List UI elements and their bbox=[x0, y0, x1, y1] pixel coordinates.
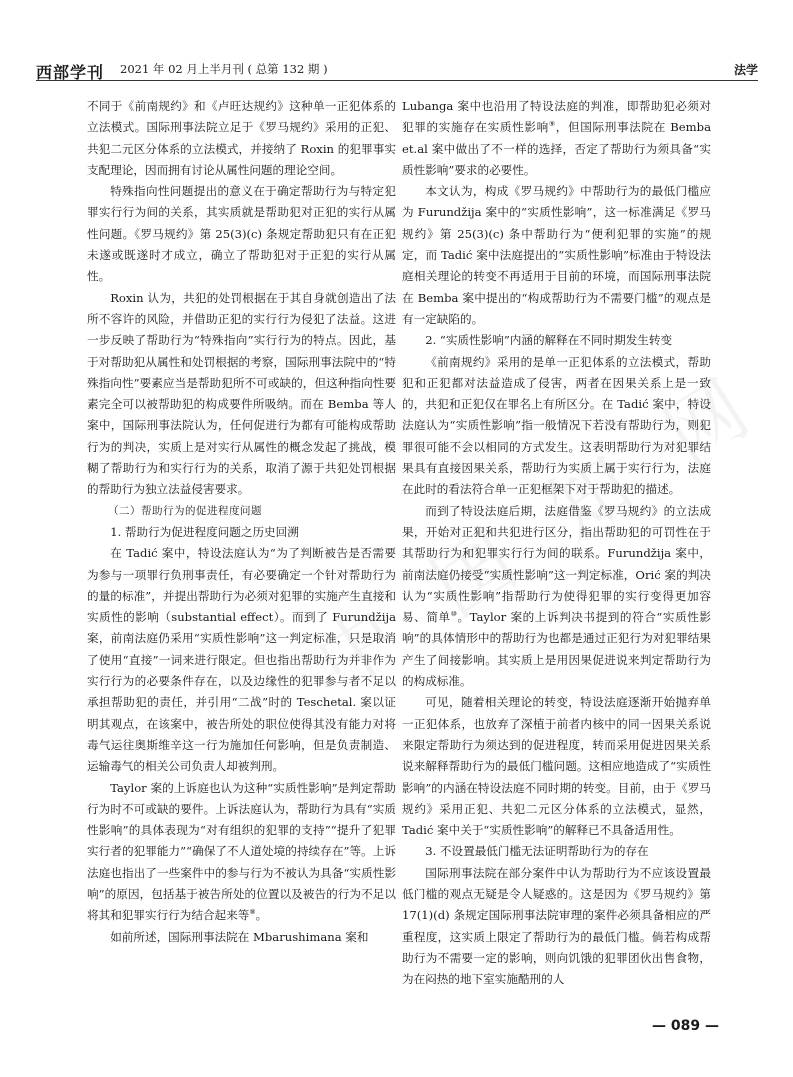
paragraph-text: Roxin 认为，共犯的处罚根据在于其自身就创造出了法所不容许的风险，并借助正犯的实行行为侵犯了法益。这进一步反映了帮助行为“特殊指向”实行行为的特点。因此，基于对帮助犯从属性和处罚根据的考察，国际刑事法院中的“特殊指向性”要素应当是帮助犯所不可或缺的，但这种指向性要素完全可以被帮助犯的构成要件所吸纳。而在 Bemba 等人案中，国际刑事法院认为，任何促进行为都有可能构成帮助行为的判决，实质上是对实行从属性的概念发起了挑战，模糊了帮助行为和实行行为的关系，取消了源于共犯处罚根据的帮助行为独立法益侵害要求。 bbox=[87, 290, 396, 497]
right-column bbox=[402, 96, 711, 1016]
paragraph bbox=[402, 96, 711, 181]
paragraph bbox=[87, 522, 396, 543]
paragraph-text: ，但国际刑事法院在 Bemba et.al 案中做出了不一样的选择，否定了帮助行为须具备“实质性影响”要求的必要性。 bbox=[402, 120, 711, 177]
left-column bbox=[87, 96, 396, 1016]
paragraph-text: 本文认为，构成《罗马规约》中帮助行为的最低门槛应为 Furundžija 案中的“实质性影响”，这一标准满足《罗马规约》第 25(3)(c) 条中帮助行为“便利犯罪的实施”的规定，而 Tadić 案中法庭提出的“实质性影响”标准由于特设法庭相关理论的转变不再适用于目前的环境，而国际刑事法院在 Bemba 案中提出的“构成帮助行为不需要门槛”的观点是有一定缺陷的。 bbox=[402, 184, 711, 326]
paragraph-text: 不同于《前南规约》和《卢旺达规约》这种单一正犯体系的立法模式。国际刑事法院立足于《罗马规约》采用的正犯、共犯二元区分体系的立法模式，并接纳了 Roxin 的犯罪事实支配理论，因而拥有讨论从属性问题的理论空间。 bbox=[87, 99, 396, 177]
journal-name: 西部学刊 bbox=[36, 63, 105, 82]
paragraph bbox=[402, 352, 711, 501]
paragraph-text: 1. 帮助行为促进程度问题之历史回溯 bbox=[110, 524, 299, 539]
running-header bbox=[36, 58, 758, 81]
paragraph bbox=[402, 330, 711, 351]
paragraph-text: 国际刑事法院在部分案件中认为帮助行为不应该设置最低门槛的观点无疑是令人疑惑的。这是因为《罗马规约》第 17(1)(d) 条规定国际刑事法院审理的案件必须具备相应的严重程度，这实质上限定了帮助行为的最低门槛。倘若构成帮助行为不需要一定的影响，则向饥饿的犯罪团伙出售食物，为在闷热的地下室实施酷刑的人 bbox=[402, 865, 711, 987]
paragraph-text: 3. 不设置最低门槛无法证明帮助行为的存在 bbox=[425, 844, 649, 859]
paragraph bbox=[87, 778, 396, 927]
paragraph bbox=[402, 863, 711, 991]
section-label: 法学 bbox=[733, 63, 758, 77]
paragraph-text: Taylor 案的上诉庭也认为这种“实质性影响”是判定帮助行为时不可或缺的要件。上诉法庭认为，帮助行为具有“实质性影响”的具体表现为“对有组织的犯罪的支持”“提升了犯罪实行者的犯罪能力”“确保了不人道处境的持续存在”等。上诉法庭也指出了一些案件中的参与行为不被认为具备“实质性影响”的原因，包括基于被告所处的位置以及被告的行为不足以将其和犯罪实行行为结合起来等 bbox=[87, 780, 396, 923]
paragraph-text: 2. “实质性影响”内涵的解释在不同时期发生转变 bbox=[425, 333, 673, 348]
footnote-marker: ⑩ bbox=[450, 610, 458, 619]
paragraph bbox=[402, 501, 711, 693]
paragraph bbox=[87, 181, 396, 287]
paragraph-text: Lubanga 案中也沿用了特设法庭的判准，即帮助犯必须对犯罪的实施存在实质性影响 bbox=[402, 99, 711, 135]
section-subheading bbox=[87, 501, 396, 522]
paragraph-text: 。Taylor 案的上诉判决书提到的符合“实质性影响”的具体情形中的帮助行为也都是通过正犯行为对犯罪结果产生了间接影响。其实质上是用因果促进说来判定帮助行为的构成标准。 bbox=[402, 610, 711, 689]
paragraph bbox=[402, 841, 711, 862]
paragraph-text: 而到了特设法庭后期，法庭借鉴《罗马规约》的立法成果，开始对正犯和共犯进行区分，指出帮助犯的可罚性在于其帮助行为和犯罪实行行为间的联系。Furundžija 案中，前南法庭仍接受“实质性影响”这一判定标准，Orić 案的判决认为“实质性影响”指帮助行为使得犯罪的实行变得更加容易、简单 bbox=[402, 503, 711, 625]
paragraph bbox=[87, 927, 396, 948]
paragraph-text: （二）帮助行为的促进程度问题 bbox=[108, 504, 262, 517]
issue-info: 2021 年 02 月上半月刊 ( 总第 132 期 ) bbox=[120, 62, 328, 76]
paragraph bbox=[87, 96, 396, 181]
paragraph bbox=[87, 543, 396, 777]
paragraph-text: 特殊指向性问题提出的意义在于确定帮助行为与特定犯罪实行行为间的关系，其实质就是帮助犯对正犯的实行从属性问题。《罗马规约》第 25(3)(c) 条规定帮助犯只有在正犯未遂或既遂时才成立，确立了帮助犯对于正犯的实行从属性。 bbox=[87, 184, 396, 284]
paragraph bbox=[402, 692, 711, 841]
page-number: — 089 — bbox=[652, 1018, 719, 1034]
paragraph-text: 《前南规约》采用的是单一正犯体系的立法模式，帮助犯和正犯都对法益造成了侵害，两者在因果关系上是一致的，共犯和正犯仅在罪名上有所区分。在 Tadić 案中，特设法庭认为“实质性影响”指一般情况下若没有帮助行为，则犯罪很可能不会以相同的方式发生。这表明帮助行为对犯罪结果具有直接因果关系，帮助行为实质上属于实行行为，法庭在此时的看法符合单一正犯框架下对于帮助犯的描述。 bbox=[402, 354, 711, 497]
footnote-marker: ⑨ bbox=[548, 120, 556, 129]
paragraph-text: 在 Tadić 案中，特设法庭认为“为了判断被告是否需要为参与一项罪行负刑事责任，有必要确定一个针对帮助行为的量的标准”，并提出帮助行为必须对犯罪的实施产生直接和实质性的影响（substantial effect）。而到了 Furundžija 案，前南法庭仍采用“实质性影响”这一判定标准，只是取消了使用“直接”一词来进行限定。但也指出帮助行为并非作为实行行为的必要条件存在，以及边缘性的犯罪参与者不足以承担帮助犯的责任，并引用“二战”时的 Teschetal. 案以证明其观点，在该案中，被告所处的职位使得其没有能力对将毒气运往奥斯维辛这一行为施加任何影响，但是负责制造、运输毒气的相关公司负责人却被判刑。 bbox=[87, 546, 396, 774]
footnote-marker: ⑧ bbox=[249, 908, 256, 917]
paragraph bbox=[87, 288, 396, 501]
paragraph-text: 如前所述，国际刑事法院在 Mbarushimana 案和 bbox=[110, 929, 369, 944]
paragraph-text: 可见，随着相关理论的转变，特设法庭逐渐开始抛弃单一正犯体系，也放弃了深植于前者内核中的同一因果关系说来限定帮助行为须达到的促进程度，转而采用促进因果关系说来解释帮助行为的最低门槛问题。这相应地造成了“实质性影响”的内涵在特设法庭不同时期的转变。目前，由于《罗马规约》采用正犯、共犯二元区分体系的立法模式，显然，Tadić 案中关于“实质性影响”的解释已不具备适用性。 bbox=[402, 695, 711, 838]
paragraph bbox=[402, 181, 711, 330]
paragraph-text: 。 bbox=[255, 908, 268, 923]
